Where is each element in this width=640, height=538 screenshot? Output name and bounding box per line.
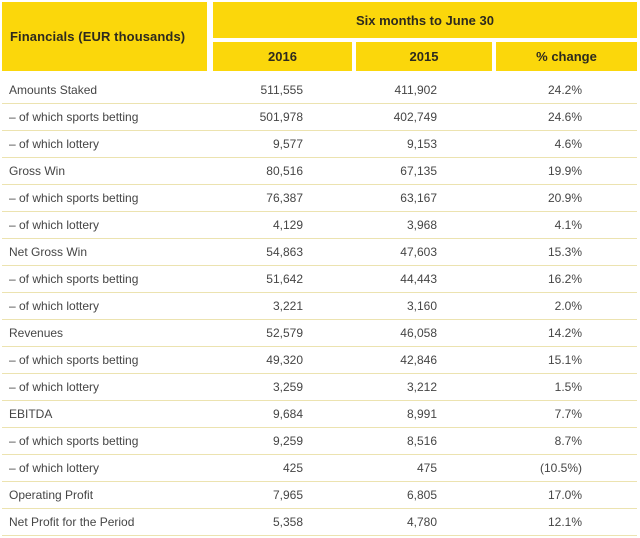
table-row xyxy=(2,401,637,428)
table-header-right xyxy=(213,2,637,71)
row-value: 411,902 xyxy=(394,83,437,97)
row-value: 9,577 xyxy=(272,137,303,151)
table-header-span-title: Six months to June 30 xyxy=(213,2,637,38)
row-label: Operating Profit xyxy=(9,488,94,502)
table-row xyxy=(2,158,637,185)
row-value: 3,160 xyxy=(406,299,437,313)
row-value: 8,991 xyxy=(406,407,437,421)
table-row xyxy=(2,266,637,293)
row-value: 67,135 xyxy=(400,164,437,178)
row-label: – of which lottery xyxy=(9,137,100,151)
row-value: 9,259 xyxy=(272,434,303,448)
table-row xyxy=(2,131,637,158)
row-value: 20.9% xyxy=(547,191,582,205)
table-row xyxy=(2,212,637,239)
row-value: 15.1% xyxy=(547,353,582,367)
table-row xyxy=(2,374,637,401)
row-value: 76,387 xyxy=(266,191,303,205)
row-value: 475 xyxy=(416,461,437,475)
row-value: (10.5%) xyxy=(539,461,582,475)
row-label: – of which sports betting xyxy=(9,191,139,205)
row-value: 47,603 xyxy=(400,245,437,259)
row-value: 7,965 xyxy=(272,488,303,502)
row-value: 8.7% xyxy=(554,434,582,448)
row-value: 3,259 xyxy=(272,380,303,394)
financials-table xyxy=(2,2,637,536)
row-label: EBITDA xyxy=(9,407,53,421)
table-row xyxy=(2,455,637,482)
row-value: 12.1% xyxy=(547,515,582,529)
row-value: 51,642 xyxy=(266,272,303,286)
row-label: – of which lottery xyxy=(9,380,100,394)
row-value: 425 xyxy=(282,461,303,475)
table-header xyxy=(2,2,637,71)
row-value: 4.6% xyxy=(554,137,582,151)
row-label: – of which sports betting xyxy=(9,110,139,124)
row-value: 7.7% xyxy=(554,407,582,421)
row-value: 16.2% xyxy=(547,272,582,286)
table-subheader-row xyxy=(213,42,637,71)
row-value: 14.2% xyxy=(547,326,582,340)
table-body xyxy=(2,77,637,536)
row-value: 1.5% xyxy=(554,380,582,394)
row-value: 80,516 xyxy=(266,164,303,178)
table-header-row-label: Financials (EUR thousands) xyxy=(2,2,207,71)
row-label: – of which sports betting xyxy=(9,272,139,286)
row-value: 49,320 xyxy=(266,353,303,367)
row-value: 4.1% xyxy=(554,218,582,232)
row-value: 4,780 xyxy=(406,515,437,529)
row-value: 42,846 xyxy=(400,353,437,367)
table-row xyxy=(2,104,637,131)
row-value: 3,212 xyxy=(406,380,437,394)
column-header-percent-change: % change xyxy=(496,42,637,71)
row-value: 8,516 xyxy=(406,434,437,448)
table-row xyxy=(2,293,637,320)
row-value: 15.3% xyxy=(547,245,582,259)
row-label: Amounts Staked xyxy=(9,83,98,97)
row-value: 3,968 xyxy=(406,218,437,232)
row-value: 46,058 xyxy=(400,326,437,340)
row-value: 2.0% xyxy=(554,299,582,313)
table-row xyxy=(2,320,637,347)
row-label: – of which sports betting xyxy=(9,353,139,367)
row-label: – of which lottery xyxy=(9,218,100,232)
row-label: Net Gross Win xyxy=(9,245,88,259)
row-value: 63,167 xyxy=(400,191,437,205)
table-row xyxy=(2,185,637,212)
table-row xyxy=(2,77,637,104)
row-value: 19.9% xyxy=(547,164,582,178)
row-label: – of which lottery xyxy=(9,461,100,475)
row-value: 4,129 xyxy=(272,218,303,232)
row-value: 17.0% xyxy=(547,488,582,502)
row-label: – of which sports betting xyxy=(9,434,139,448)
table-row xyxy=(2,239,637,266)
row-label: Gross Win xyxy=(9,164,66,178)
row-label: – of which lottery xyxy=(9,299,100,313)
row-value: 9,153 xyxy=(406,137,437,151)
column-header-2016: 2016 xyxy=(213,42,352,71)
row-value: 3,221 xyxy=(272,299,303,313)
row-value: 24.6% xyxy=(547,110,582,124)
row-value: 511,555 xyxy=(260,83,303,97)
column-header-2015: 2015 xyxy=(356,42,492,71)
table-row xyxy=(2,428,637,455)
row-value: 9,684 xyxy=(272,407,303,421)
row-label: Net Profit for the Period xyxy=(9,515,135,529)
row-value: 6,805 xyxy=(406,488,437,502)
row-value: 501,978 xyxy=(259,110,303,124)
row-value: 5,358 xyxy=(272,515,303,529)
row-value: 402,749 xyxy=(393,110,437,124)
row-value: 24.2% xyxy=(547,83,582,97)
table-row xyxy=(2,347,637,374)
row-value: 44,443 xyxy=(400,272,437,286)
row-label: Revenues xyxy=(9,326,64,340)
row-value: 54,863 xyxy=(266,245,303,259)
table-row xyxy=(2,482,637,509)
row-value: 52,579 xyxy=(266,326,303,340)
table-row xyxy=(2,509,637,536)
